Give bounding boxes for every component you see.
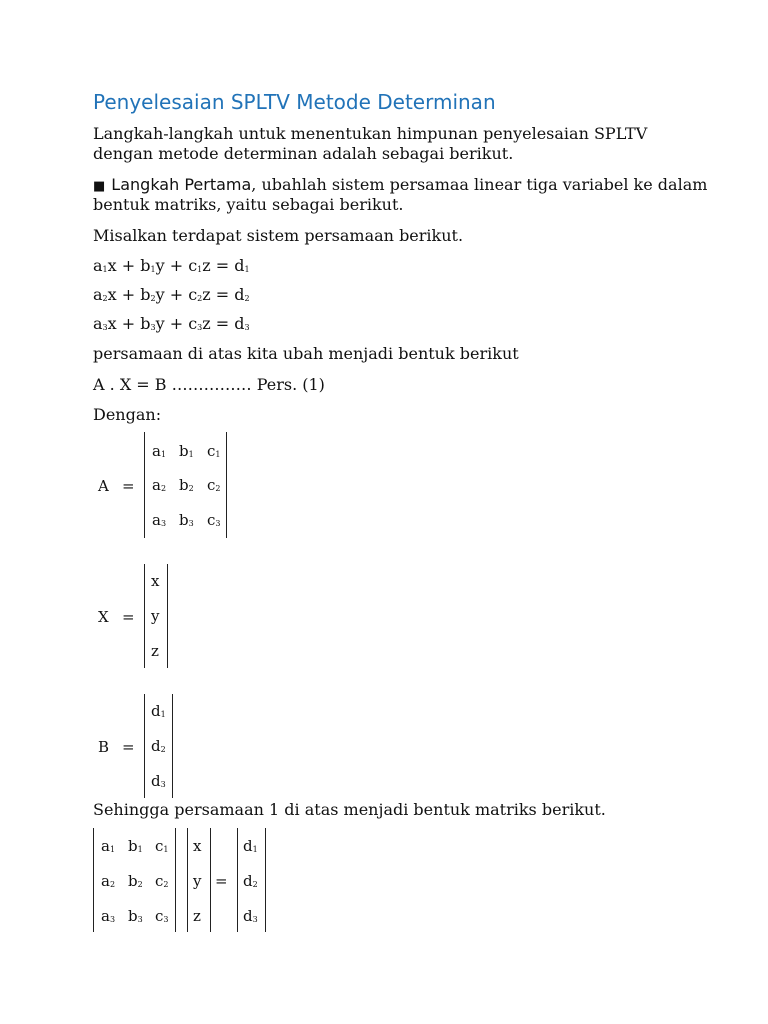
- matrix-a-cell: $b_2$: [179, 476, 194, 494]
- final-matrix-a: [93, 828, 176, 932]
- matrix-b-equals: =: [122, 738, 135, 756]
- intro-line-2: dengan metode determinan adalah sebagai berikut.: [93, 144, 514, 163]
- final-matrix-x-cell: x: [193, 837, 202, 855]
- pers-1-text: A . X = B …………… Pers. (1): [93, 375, 325, 394]
- final-equals: =: [215, 872, 228, 890]
- dengan-text: Dengan:: [93, 405, 162, 424]
- matrix-a-cell: $b_1$: [179, 442, 194, 460]
- matrix-a-cell: $b_3$: [179, 511, 194, 529]
- matrix-a-cell: $c_2$: [207, 476, 221, 494]
- matrix-b-cell: $d_1$: [151, 702, 166, 720]
- equation-1: $a_1x + b_1y + c_1z = d_1$: [93, 256, 250, 275]
- matrix-x-cell: y: [151, 607, 160, 625]
- matrix-a-cell: $a_1$: [152, 442, 167, 460]
- final-matrix-a-cell: $c_2$: [155, 872, 169, 890]
- intro-line-1: Langkah-langkah untuk menentukan himpunan penyelesaian SPLTV: [93, 124, 648, 143]
- final-matrix-a-cell: $b_2$: [128, 872, 143, 890]
- step1-line-1: [93, 175, 707, 197]
- matrix-a-cell: $a_2$: [152, 476, 167, 494]
- misalkan-text: Misalkan terdapat sistem persamaan berikut.: [93, 226, 464, 245]
- matrix-b-cell: $d_3$: [151, 772, 166, 790]
- final-matrix-x: [187, 828, 211, 932]
- final-matrix-b-cell: $d_3$: [243, 907, 258, 925]
- final-matrix-b: [237, 828, 266, 932]
- matrix-a-cell: $c_1$: [207, 442, 221, 460]
- final-matrix-b-cell: $d_2$: [243, 872, 258, 890]
- matrix-x-cell: z: [151, 642, 159, 660]
- final-matrix-b-cell: $d_1$: [243, 837, 258, 855]
- matrix-b-cell: $d_2$: [151, 737, 166, 755]
- equation-3: $a_3x + b_3y + c_3z = d_3$: [93, 314, 250, 333]
- final-matrix-a-cell: $c_3$: [155, 907, 169, 925]
- matrix-a-equals: =: [122, 477, 135, 495]
- final-matrix-a-cell: $a_3$: [101, 907, 116, 925]
- page-title: Penyelesaian SPLTV Metode Determinan: [93, 90, 496, 114]
- step1-line-2: bentuk matriks, yaitu sebagai berikut.: [93, 195, 404, 214]
- final-matrix-x-cell: y: [193, 872, 202, 890]
- final-matrix-a-cell: $a_2$: [101, 872, 116, 890]
- final-matrix-a-cell: $b_3$: [128, 907, 143, 925]
- matrix-a-cell: $a_3$: [152, 511, 167, 529]
- final-matrix-a-cell: $b_1$: [128, 837, 143, 855]
- matrix-x-label: X: [98, 608, 109, 626]
- step1-label: Langkah Pertama: [111, 175, 252, 194]
- matrix-a-cell: $c_3$: [207, 511, 221, 529]
- matrix-a: [144, 432, 227, 538]
- equation-2: $a_2x + b_2y + c_2z = d_2$: [93, 285, 250, 304]
- square-bullet-icon: ■: [93, 179, 106, 194]
- sehingga-text: Sehingga persamaan 1 di atas menjadi bentuk matriks berikut.: [93, 800, 606, 819]
- final-matrix-a-cell: $a_1$: [101, 837, 116, 855]
- matrix-b-label: B: [98, 738, 110, 756]
- final-matrix-a-cell: $c_1$: [155, 837, 169, 855]
- matrix-x: [144, 564, 168, 668]
- final-matrix-x-cell: z: [193, 907, 201, 925]
- ubah-text: persamaan di atas kita ubah menjadi bentuk berikut: [93, 344, 519, 363]
- matrix-x-cell: x: [151, 572, 160, 590]
- matrix-a-label: A: [98, 477, 109, 495]
- matrix-b: [144, 694, 173, 798]
- matrix-x-equals: =: [122, 608, 135, 626]
- step1-text: , ubahlah sistem persamaa linear tiga variabel ke dalam: [251, 175, 708, 194]
